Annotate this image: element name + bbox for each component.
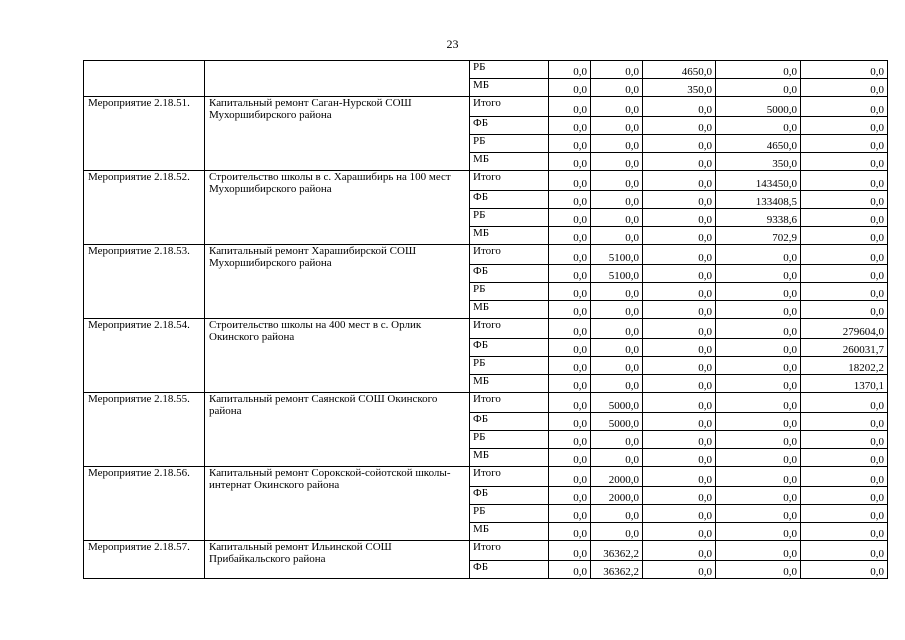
- amount-cell: 0,0: [591, 301, 643, 319]
- amount-cell: 0,0: [591, 319, 643, 339]
- funding-source-cell: МБ: [470, 227, 549, 245]
- amount-cell: 18202,2: [801, 357, 888, 375]
- amount-cell: 0,0: [591, 375, 643, 393]
- amount-cell: 0,0: [549, 339, 591, 357]
- funding-source-cell: МБ: [470, 79, 549, 97]
- measure-id-cell: Мероприятие 2.18.54.: [84, 319, 205, 393]
- table-row: [84, 393, 888, 413]
- amount-cell: 0,0: [801, 171, 888, 191]
- amount-cell: 0,0: [716, 541, 801, 561]
- amount-cell: 0,0: [801, 505, 888, 523]
- amount-cell: 0,0: [801, 541, 888, 561]
- amount-cell: 0,0: [716, 265, 801, 283]
- amount-cell: 0,0: [643, 135, 716, 153]
- funding-source-cell: Итого: [470, 541, 549, 561]
- amount-cell: 350,0: [643, 79, 716, 97]
- amount-cell: 0,0: [801, 61, 888, 79]
- amount-cell: 0,0: [549, 561, 591, 579]
- amount-cell: 0,0: [591, 153, 643, 171]
- amount-cell: 0,0: [591, 209, 643, 227]
- budget-table-body: [84, 61, 888, 579]
- funding-source-cell: ФБ: [470, 413, 549, 431]
- funding-source-cell: РБ: [470, 505, 549, 523]
- amount-cell: 0,0: [591, 523, 643, 541]
- funding-source-cell: РБ: [470, 283, 549, 301]
- funding-source-cell: ФБ: [470, 265, 549, 283]
- amount-cell: 0,0: [591, 79, 643, 97]
- table-row: [84, 541, 888, 561]
- amount-cell: 0,0: [549, 97, 591, 117]
- funding-source-cell: МБ: [470, 301, 549, 319]
- amount-cell: 0,0: [643, 541, 716, 561]
- amount-cell: 0,0: [801, 153, 888, 171]
- amount-cell: 0,0: [591, 117, 643, 135]
- funding-source-cell: ФБ: [470, 487, 549, 505]
- amount-cell: 350,0: [716, 153, 801, 171]
- amount-cell: 0,0: [591, 135, 643, 153]
- amount-cell: 0,0: [801, 283, 888, 301]
- amount-cell: 0,0: [591, 61, 643, 79]
- amount-cell: 0,0: [549, 357, 591, 375]
- amount-cell: 0,0: [591, 431, 643, 449]
- amount-cell: 0,0: [591, 171, 643, 191]
- table-row: [84, 61, 888, 79]
- amount-cell: 0,0: [643, 209, 716, 227]
- amount-cell: 4650,0: [643, 61, 716, 79]
- amount-cell: 0,0: [549, 265, 591, 283]
- funding-source-cell: Итого: [470, 171, 549, 191]
- amount-cell: 0,0: [801, 245, 888, 265]
- amount-cell: 0,0: [549, 61, 591, 79]
- amount-cell: 0,0: [591, 449, 643, 467]
- amount-cell: 0,0: [801, 523, 888, 541]
- amount-cell: 0,0: [643, 393, 716, 413]
- funding-source-cell: РБ: [470, 135, 549, 153]
- amount-cell: 0,0: [801, 79, 888, 97]
- amount-cell: 0,0: [549, 487, 591, 505]
- measure-name-cell: Капитальный ремонт Харашибирской СОШ Мухоршибирского района: [205, 245, 470, 319]
- amount-cell: 0,0: [591, 97, 643, 117]
- amount-cell: 0,0: [643, 339, 716, 357]
- amount-cell: 0,0: [643, 191, 716, 209]
- amount-cell: 36362,2: [591, 561, 643, 579]
- amount-cell: 0,0: [716, 375, 801, 393]
- amount-cell: 0,0: [591, 283, 643, 301]
- measure-name-cell: Капитальный ремонт Саган-Нурской СОШ Мухоршибирского района: [205, 97, 470, 171]
- amount-cell: 0,0: [549, 319, 591, 339]
- funding-source-cell: ФБ: [470, 561, 549, 579]
- amount-cell: 0,0: [801, 431, 888, 449]
- amount-cell: 5000,0: [591, 413, 643, 431]
- measure-id-cell: Мероприятие 2.18.53.: [84, 245, 205, 319]
- funding-source-cell: МБ: [470, 523, 549, 541]
- funding-source-cell: Итого: [470, 319, 549, 339]
- amount-cell: 260031,7: [801, 339, 888, 357]
- amount-cell: 0,0: [716, 319, 801, 339]
- amount-cell: 0,0: [716, 393, 801, 413]
- funding-source-cell: ФБ: [470, 117, 549, 135]
- amount-cell: 0,0: [549, 541, 591, 561]
- amount-cell: 0,0: [801, 265, 888, 283]
- amount-cell: 5000,0: [591, 393, 643, 413]
- amount-cell: 0,0: [716, 523, 801, 541]
- amount-cell: 36362,2: [591, 541, 643, 561]
- amount-cell: 0,0: [549, 505, 591, 523]
- amount-cell: 0,0: [643, 431, 716, 449]
- amount-cell: 0,0: [549, 191, 591, 209]
- amount-cell: 0,0: [591, 505, 643, 523]
- amount-cell: 5000,0: [716, 97, 801, 117]
- amount-cell: 0,0: [643, 319, 716, 339]
- amount-cell: 0,0: [801, 97, 888, 117]
- amount-cell: 0,0: [716, 357, 801, 375]
- amount-cell: 0,0: [716, 79, 801, 97]
- table-row: [84, 171, 888, 191]
- measure-name-cell: Строительство школы на 400 мест в с. Орлик Окинского района: [205, 319, 470, 393]
- amount-cell: 279604,0: [801, 319, 888, 339]
- amount-cell: 0,0: [643, 117, 716, 135]
- table-row: [84, 245, 888, 265]
- amount-cell: 0,0: [643, 505, 716, 523]
- amount-cell: 0,0: [801, 487, 888, 505]
- amount-cell: 0,0: [643, 561, 716, 579]
- page-number: 23: [446, 37, 459, 51]
- funding-source-cell: РБ: [470, 61, 549, 79]
- amount-cell: 0,0: [549, 227, 591, 245]
- amount-cell: 0,0: [549, 301, 591, 319]
- amount-cell: 0,0: [549, 79, 591, 97]
- budget-table: [83, 60, 888, 579]
- amount-cell: 0,0: [716, 339, 801, 357]
- amount-cell: 0,0: [716, 301, 801, 319]
- funding-source-cell: РБ: [470, 357, 549, 375]
- amount-cell: 0,0: [591, 191, 643, 209]
- amount-cell: 0,0: [716, 431, 801, 449]
- table-row: [84, 467, 888, 487]
- measure-id-cell: [84, 61, 205, 97]
- amount-cell: 0,0: [549, 171, 591, 191]
- amount-cell: 0,0: [716, 505, 801, 523]
- measure-id-cell: Мероприятие 2.18.55.: [84, 393, 205, 467]
- amount-cell: 0,0: [549, 135, 591, 153]
- funding-source-cell: МБ: [470, 449, 549, 467]
- amount-cell: 0,0: [549, 393, 591, 413]
- measure-id-cell: Мероприятие 2.18.52.: [84, 171, 205, 245]
- amount-cell: 702,9: [716, 227, 801, 245]
- amount-cell: 0,0: [801, 191, 888, 209]
- amount-cell: 0,0: [716, 283, 801, 301]
- amount-cell: 143450,0: [716, 171, 801, 191]
- funding-source-cell: ФБ: [470, 339, 549, 357]
- measure-id-cell: Мероприятие 2.18.51.: [84, 97, 205, 171]
- amount-cell: 0,0: [643, 413, 716, 431]
- amount-cell: 0,0: [801, 449, 888, 467]
- amount-cell: 0,0: [549, 117, 591, 135]
- amount-cell: 0,0: [591, 357, 643, 375]
- measure-id-cell: Мероприятие 2.18.56.: [84, 467, 205, 541]
- amount-cell: 9338,6: [716, 209, 801, 227]
- amount-cell: 0,0: [801, 413, 888, 431]
- amount-cell: 0,0: [643, 523, 716, 541]
- amount-cell: 0,0: [643, 301, 716, 319]
- amount-cell: 0,0: [549, 413, 591, 431]
- amount-cell: 0,0: [643, 265, 716, 283]
- amount-cell: 0,0: [549, 283, 591, 301]
- amount-cell: 2000,0: [591, 487, 643, 505]
- amount-cell: 0,0: [549, 523, 591, 541]
- funding-source-cell: РБ: [470, 431, 549, 449]
- funding-source-cell: Итого: [470, 467, 549, 487]
- amount-cell: 0,0: [643, 375, 716, 393]
- funding-source-cell: Итого: [470, 393, 549, 413]
- amount-cell: 0,0: [801, 117, 888, 135]
- amount-cell: 0,0: [801, 467, 888, 487]
- amount-cell: 0,0: [643, 227, 716, 245]
- amount-cell: 0,0: [716, 61, 801, 79]
- amount-cell: 0,0: [643, 153, 716, 171]
- amount-cell: 0,0: [549, 467, 591, 487]
- funding-source-cell: Итого: [470, 97, 549, 117]
- amount-cell: 0,0: [643, 171, 716, 191]
- amount-cell: 0,0: [643, 97, 716, 117]
- amount-cell: 0,0: [801, 561, 888, 579]
- amount-cell: 0,0: [591, 227, 643, 245]
- table-row: [84, 319, 888, 339]
- amount-cell: 0,0: [549, 209, 591, 227]
- amount-cell: 0,0: [643, 449, 716, 467]
- amount-cell: 0,0: [643, 467, 716, 487]
- funding-source-cell: МБ: [470, 375, 549, 393]
- amount-cell: 5100,0: [591, 245, 643, 265]
- amount-cell: 0,0: [716, 467, 801, 487]
- measure-name-cell: Строительство школы в с. Харашибирь на 100 мест Мухоршибирского района: [205, 171, 470, 245]
- amount-cell: 0,0: [549, 245, 591, 265]
- amount-cell: 0,0: [801, 227, 888, 245]
- funding-source-cell: ФБ: [470, 191, 549, 209]
- measure-name-cell: Капитальный ремонт Ильинской СОШ Прибайкальского района: [205, 541, 470, 579]
- table-row: [84, 97, 888, 117]
- amount-cell: 5100,0: [591, 265, 643, 283]
- funding-source-cell: РБ: [470, 209, 549, 227]
- amount-cell: 0,0: [801, 209, 888, 227]
- amount-cell: 0,0: [801, 135, 888, 153]
- amount-cell: 0,0: [643, 245, 716, 265]
- amount-cell: 0,0: [549, 153, 591, 171]
- amount-cell: 0,0: [716, 413, 801, 431]
- amount-cell: 133408,5: [716, 191, 801, 209]
- measure-name-cell: [205, 61, 470, 97]
- measure-name-cell: Капитальный ремонт Саянской СОШ Окинского района: [205, 393, 470, 467]
- amount-cell: 0,0: [716, 449, 801, 467]
- funding-source-cell: МБ: [470, 153, 549, 171]
- amount-cell: 0,0: [643, 357, 716, 375]
- measure-name-cell: Капитальный ремонт Сорокской-сойотской школы-интернат Окинского района: [205, 467, 470, 541]
- amount-cell: 0,0: [643, 283, 716, 301]
- measure-id-cell: Мероприятие 2.18.57.: [84, 541, 205, 579]
- amount-cell: 0,0: [716, 117, 801, 135]
- amount-cell: 4650,0: [716, 135, 801, 153]
- amount-cell: 0,0: [549, 431, 591, 449]
- amount-cell: 0,0: [716, 245, 801, 265]
- amount-cell: 1370,1: [801, 375, 888, 393]
- amount-cell: 0,0: [549, 375, 591, 393]
- funding-source-cell: Итого: [470, 245, 549, 265]
- amount-cell: 0,0: [591, 339, 643, 357]
- amount-cell: 0,0: [549, 449, 591, 467]
- amount-cell: 0,0: [643, 487, 716, 505]
- amount-cell: 0,0: [801, 301, 888, 319]
- amount-cell: 0,0: [801, 393, 888, 413]
- amount-cell: 0,0: [716, 487, 801, 505]
- amount-cell: 2000,0: [591, 467, 643, 487]
- amount-cell: 0,0: [716, 561, 801, 579]
